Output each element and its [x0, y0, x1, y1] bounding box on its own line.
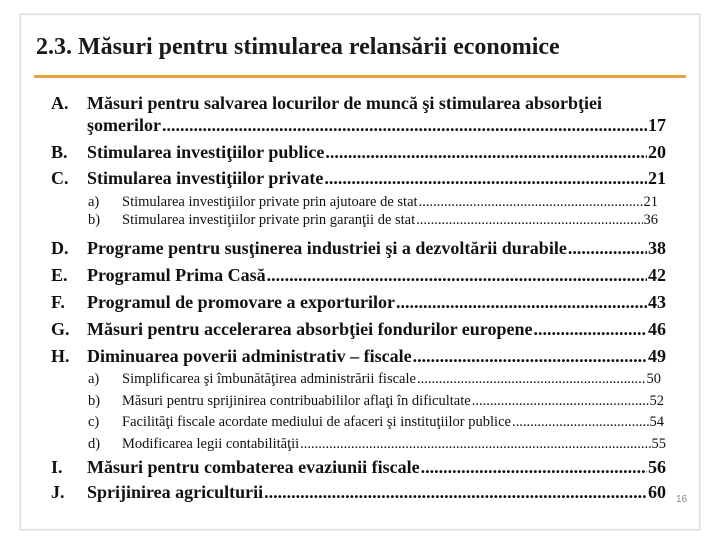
toc-sub-letter: c)	[88, 414, 100, 430]
toc-leader	[533, 318, 647, 340]
toc-text: Sprijinirea agriculturii	[87, 482, 264, 502]
toc-leader	[512, 413, 649, 431]
toc-page: 52	[649, 393, 664, 409]
toc-leader	[416, 211, 642, 229]
toc-page: 46	[648, 319, 666, 339]
toc-leader	[568, 237, 647, 259]
toc-entry-g	[0, 318, 720, 340]
toc-text: Măsuri pentru accelerarea absorbţiei fondurilor europene	[87, 319, 533, 339]
toc-sub-letter: b)	[88, 212, 101, 228]
toc-subentry-c-a	[0, 193, 720, 211]
toc-page: 43	[648, 292, 666, 312]
toc-subentry-h-a	[0, 370, 720, 388]
toc-entry-j	[0, 481, 720, 503]
toc-sub-letter: a)	[88, 194, 100, 210]
toc-letter: F.	[51, 292, 65, 312]
toc-subentry-h-c	[0, 413, 720, 431]
toc-sub-letter: b)	[88, 393, 101, 409]
toc-page: 21	[648, 168, 666, 188]
toc-text: Măsuri pentru combaterea evaziunii fiscale	[87, 457, 420, 477]
toc-entry-b	[0, 141, 720, 163]
toc-sub-letter: d)	[88, 436, 101, 452]
toc-entry-c	[0, 167, 720, 189]
toc-entry-f	[0, 291, 720, 313]
toc-page: 21	[643, 194, 658, 210]
toc-page: 50	[646, 371, 661, 387]
toc-page: 42	[648, 265, 666, 285]
toc-entry-d	[0, 237, 720, 259]
toc-text: Simplificarea şi îmbunătăţirea administrării fiscale	[122, 371, 416, 387]
toc-text: Stimularea investiţiilor private prin garanţii de stat	[122, 212, 416, 228]
toc-letter: H.	[51, 346, 70, 366]
toc-letter: I.	[51, 457, 63, 477]
toc-leader	[413, 345, 647, 367]
toc-entry-h	[0, 345, 720, 367]
toc-letter: G.	[51, 319, 70, 339]
toc-text: Stimularea investiţiilor private	[87, 168, 324, 188]
toc-text: Măsuri pentru sprijinirea contribuabililor aflaţi în dificultate	[122, 393, 471, 409]
toc-letter: B.	[51, 142, 68, 162]
toc-text: Modificarea legii contabilităţii	[122, 436, 300, 452]
toc-leader	[324, 167, 647, 189]
toc-leader	[472, 392, 649, 410]
toc-page: 36	[643, 212, 658, 228]
toc-subentry-c-b	[0, 211, 720, 229]
toc-subentry-h-b	[0, 392, 720, 410]
slide-title: 2.3. Măsuri pentru stimularea relansării economice	[36, 34, 560, 60]
toc-leader	[267, 264, 647, 286]
toc-letter: A.	[51, 93, 69, 113]
slide-number: 16	[676, 494, 688, 505]
toc-text: Programe pentru susţinerea industriei şi a dezvoltării durabile	[87, 238, 567, 258]
toc-text: Stimularea investiţiilor private prin ajutoare de stat	[122, 194, 418, 210]
toc-letter: J.	[51, 482, 65, 502]
toc-leader	[396, 291, 647, 313]
toc-text-line1: Măsuri pentru salvarea locurilor de muncă şi stimularea absorbţiei	[87, 93, 602, 113]
toc-entry-i	[0, 456, 720, 478]
toc-page: 54	[649, 414, 664, 430]
toc-text-line2: şomerilor	[87, 115, 161, 135]
toc-leader	[417, 370, 646, 388]
toc-page: 56	[648, 457, 666, 477]
toc-leader	[264, 481, 647, 503]
toc-text: Facilităţi fiscale acordate mediului de afaceri şi instituţiilor publice	[122, 414, 511, 430]
toc-subentry-h-d	[0, 435, 720, 453]
toc-entry-e	[0, 264, 720, 286]
toc-entry-a	[0, 92, 720, 138]
toc-page: 20	[648, 142, 666, 162]
toc-letter: C.	[51, 168, 69, 188]
toc-page: 49	[648, 346, 666, 366]
toc-page: 60	[648, 482, 666, 502]
toc-page: 38	[648, 238, 666, 258]
toc-letter: D.	[51, 238, 69, 258]
toc-leader	[419, 193, 643, 211]
toc-leader	[325, 141, 647, 163]
toc-text: Diminuarea poverii administrativ – fiscale	[87, 346, 412, 366]
toc-leader	[421, 456, 647, 478]
toc-letter: E.	[51, 265, 68, 285]
toc-leader	[162, 114, 647, 136]
toc-sub-letter: a)	[88, 371, 100, 387]
toc-page: 55	[651, 436, 666, 452]
toc-text: Programul Prima Casă	[87, 265, 266, 285]
toc-page: 17	[648, 115, 666, 135]
toc-leader	[300, 435, 650, 453]
toc-text: Programul de promovare a exporturilor	[87, 292, 395, 312]
toc-text: Stimularea investiţiilor publice	[87, 142, 325, 162]
